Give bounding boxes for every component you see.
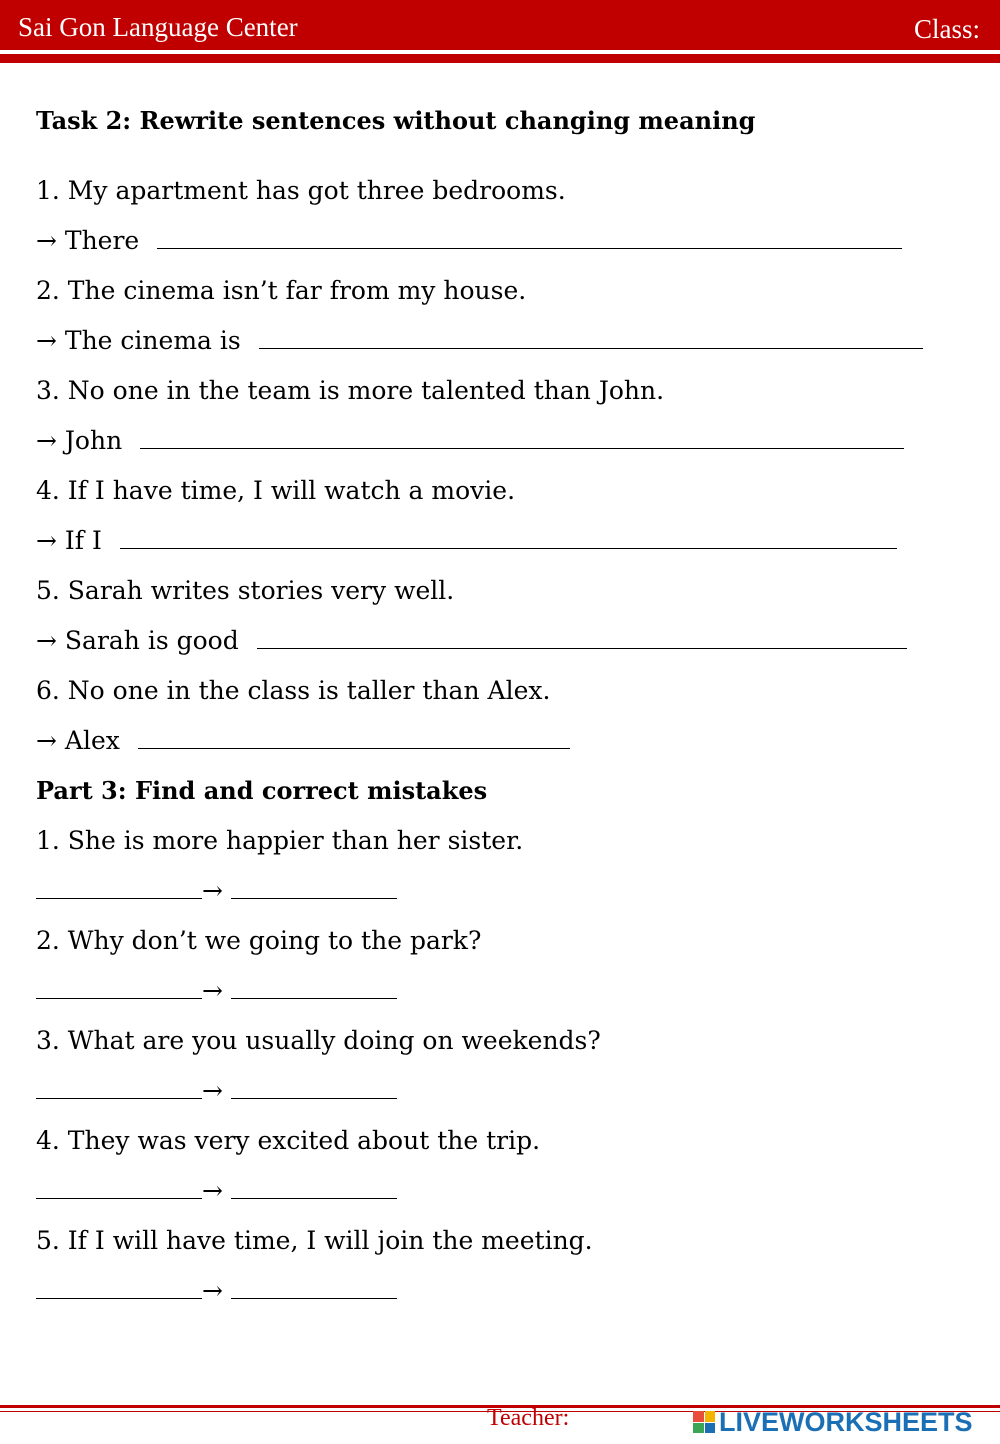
arrow-icon: → [36, 226, 57, 255]
part3-sentence-4: 4. They was very excited about the trip. [36, 1126, 541, 1155]
correction-blank[interactable] [231, 878, 397, 899]
part3-correction-row-5 [36, 1274, 397, 1308]
task2-sentence-1: 1. My apartment has got three bedrooms. [36, 176, 566, 205]
part3-correction-row-3 [36, 1074, 397, 1108]
answer-prompt: Sarah is good [64, 626, 239, 655]
part3-correction-row-1 [36, 874, 397, 908]
task2-answer-row-4 [36, 524, 897, 558]
answer-blank[interactable] [259, 328, 923, 349]
mistake-blank[interactable] [36, 878, 202, 899]
task2-sentence-6: 6. No one in the class is taller than Alex. [36, 676, 551, 705]
part3-sentence-2: 2. Why don’t we going to the park? [36, 926, 482, 955]
correction-blank[interactable] [231, 1078, 397, 1099]
arrow-icon: → [202, 1176, 223, 1205]
task2-answer-row-5 [36, 624, 907, 658]
task2-answer-row-2 [36, 324, 923, 358]
arrow-icon: → [36, 626, 57, 655]
task2-sentence-2: 2. The cinema isn’t far from my house. [36, 276, 527, 305]
class-label: Class: [913, 14, 980, 44]
part3-sentence-5: 5. If I will have time, I will join the meeting. [36, 1226, 593, 1255]
task2-sentence-3: 3. No one in the team is more talented than John. [36, 376, 665, 405]
task2-title: Task 2: Rewrite sentences without changing meaning [36, 106, 756, 135]
arrow-icon: → [36, 326, 57, 355]
part3-correction-row-2 [36, 974, 397, 1008]
arrow-icon: → [202, 976, 223, 1005]
answer-prompt: There [64, 226, 140, 255]
arrow-icon: → [202, 876, 223, 905]
task2-answer-row-6 [36, 724, 570, 758]
answer-blank[interactable] [257, 628, 907, 649]
answer-prompt: Alex [64, 726, 120, 755]
arrow-icon: → [202, 1276, 223, 1305]
arrow-icon: → [202, 1076, 223, 1105]
arrow-icon: → [36, 426, 57, 455]
mistake-blank[interactable] [36, 1278, 202, 1299]
part3-sentence-3: 3. What are you usually doing on weekends? [36, 1026, 601, 1055]
part3-title: Part 3: Find and correct mistakes [36, 776, 488, 805]
liveworksheets-logo[interactable] [693, 1405, 973, 1439]
answer-blank[interactable] [140, 428, 904, 449]
answer-prompt: The cinema is [64, 326, 241, 355]
task2-answer-row-1 [36, 224, 902, 258]
center-name: Sai Gon Language Center [18, 12, 298, 42]
arrow-icon: → [36, 526, 57, 555]
task2-answer-row-3 [36, 424, 904, 458]
part3-sentence-1: 1. She is more happier than her sister. [36, 826, 524, 855]
correction-blank[interactable] [231, 1278, 397, 1299]
logo-text: LIVEWORKSHEETS [719, 1406, 973, 1437]
arrow-icon: → [36, 726, 57, 755]
answer-prompt: If I [64, 526, 102, 555]
answer-blank[interactable] [157, 228, 902, 249]
mistake-blank[interactable] [36, 1078, 202, 1099]
mistake-blank[interactable] [36, 1178, 202, 1199]
answer-blank[interactable] [138, 728, 570, 749]
part3-correction-row-4 [36, 1174, 397, 1208]
task2-sentence-4: 4. If I have time, I will watch a movie. [36, 476, 516, 505]
answer-prompt: John [64, 426, 123, 455]
correction-blank[interactable] [231, 1178, 397, 1199]
mistake-blank[interactable] [36, 978, 202, 999]
header-divider [0, 54, 1000, 63]
correction-blank[interactable] [231, 978, 397, 999]
task2-sentence-5: 5. Sarah writes stories very well. [36, 576, 455, 605]
answer-blank[interactable] [120, 528, 897, 549]
teacher-label: Teacher: [487, 1405, 570, 1431]
liveworksheets-mark-icon [693, 1411, 715, 1433]
